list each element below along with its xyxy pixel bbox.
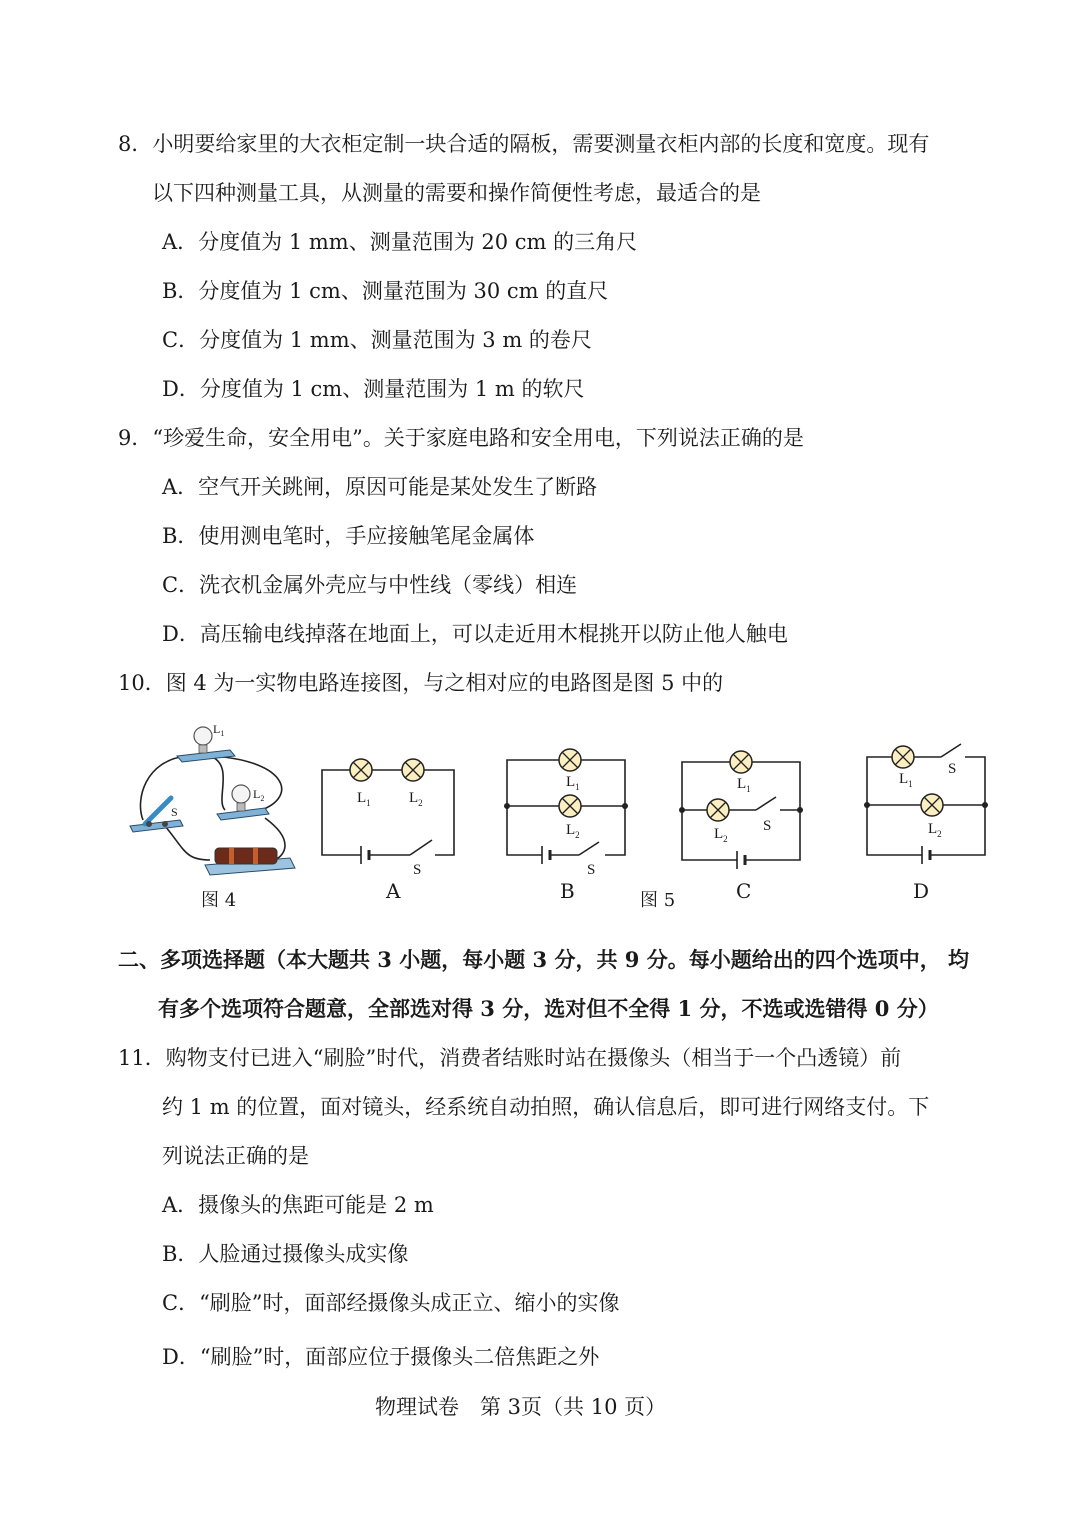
q8-option-a: A．分度值为 1 mm、测量范围为 20 cm 的三角尺 xyxy=(162,230,638,254)
q10-stem: 10．图 4 为一实物电路连接图，与之相对应的电路图是图 5 中的 xyxy=(118,671,724,695)
circuit-a xyxy=(310,750,470,880)
q9-stem: 9．“珍爱生命，安全用电”。关于家庭电路和安全用电，下列说法正确的是 xyxy=(118,426,804,450)
circuit-c xyxy=(670,740,815,880)
svg-text:S: S xyxy=(948,761,957,777)
svg-text:S: S xyxy=(763,818,772,834)
circuit-b-label: B xyxy=(560,879,575,903)
q11-option-d: D．“刷脸”时，面部应位于摄像头二倍焦距之外 xyxy=(162,1345,600,1369)
lamp-2-bulb-icon xyxy=(232,785,250,803)
svg-text:L1: $L_1$ xyxy=(566,774,580,792)
q8-stem-line-2: 以下四种测量工具，从测量的需要和操作简便性考虑，最适合的是 xyxy=(152,181,761,205)
q8-option-b: B．分度值为 1 cm、测量范围为 30 cm 的直尺 xyxy=(162,279,609,303)
section-2-heading-line-2: 有多个选项符合题意，全部选对得 3 分，选对但不全得 1 分，不选或选错得 0 分） xyxy=(158,996,939,1021)
circuit-b xyxy=(495,740,640,880)
svg-text:L2: $L_2$ xyxy=(714,826,728,844)
svg-text:L1: $L_1$ xyxy=(737,776,751,794)
svg-text:S: S xyxy=(171,805,178,819)
lamp-l1-icon xyxy=(559,749,581,771)
switch-s xyxy=(410,840,432,855)
lamp-l1-icon xyxy=(892,746,914,768)
wire xyxy=(165,826,210,860)
figure-4-physical-circuit xyxy=(125,720,300,885)
q11-stem-line-1: 11．购物支付已进入“刷脸”时代，消费者结账时站在摄像头（相当于一个凸透镜）前 xyxy=(118,1046,902,1070)
page-footer: 物理试卷 第 3页（共 10 页） xyxy=(375,1395,667,1419)
circuit-d-label: D xyxy=(913,879,930,903)
q11-stem-line-2: 约 1 m 的位置，面对镜头，经系统自动拍照，确认信息后，即可进行网络支付。下 xyxy=(162,1095,930,1119)
svg-text:L1: $L_1$ xyxy=(213,722,225,738)
lamp-l2-icon xyxy=(707,799,729,821)
q9-option-b: B．使用测电笔时，手应接触笔尾金属体 xyxy=(162,524,535,548)
svg-text:L1: $L_1$ xyxy=(357,790,371,808)
q11-option-c: C．“刷脸”时，面部经摄像头成正立、缩小的实像 xyxy=(162,1291,620,1315)
svg-text:L2: $L_2$ xyxy=(928,821,942,839)
figure-4-caption: 图 4 xyxy=(201,890,237,911)
battery-icon xyxy=(215,848,277,864)
lamp-l1-icon xyxy=(730,751,752,773)
svg-text:L2: $L_2$ xyxy=(409,790,423,808)
switch-s xyxy=(756,797,776,810)
svg-text:L1: $L_1$ xyxy=(899,771,913,789)
circuit-c-label: C xyxy=(736,879,752,903)
q11-option-b: B．人脸通过摄像头成实像 xyxy=(162,1242,409,1266)
switch-base xyxy=(130,820,183,832)
q8-option-c: C．分度值为 1 mm、测量范围为 3 m 的卷尺 xyxy=(162,328,592,352)
lamp-l1-icon xyxy=(350,759,372,781)
q8-option-d: D．分度值为 1 cm、测量范围为 1 m 的软尺 xyxy=(162,377,585,401)
lamp-l2-icon xyxy=(921,794,943,816)
section-2-heading-line-1: 二、多项选择题（本大题共 3 小题，每小题 3 分，共 9 分。每小题给出的四个选项中， 均 xyxy=(118,947,970,972)
q9-option-c: C．洗衣机金属外壳应与中性线（零线）相连 xyxy=(162,573,578,597)
wire xyxy=(140,756,187,820)
q8-stem-line-1: 8．小明要给家里的大衣柜定制一块合适的隔板，需要测量衣柜内部的长度和宽度。现有 xyxy=(118,132,930,156)
switch-s xyxy=(941,744,961,757)
svg-text:L2: $L_2$ xyxy=(566,822,580,840)
figure-5-caption: 图 5 xyxy=(640,890,676,911)
lamp-l2-icon xyxy=(402,759,424,781)
q9-option-a: A．空气开关跳闸，原因可能是某处发生了断路 xyxy=(162,475,598,499)
q11-stem-line-3: 列说法正确的是 xyxy=(162,1144,309,1168)
switch-s xyxy=(579,842,599,855)
lamp-l2-icon xyxy=(559,795,581,817)
svg-text:S: S xyxy=(413,862,422,878)
svg-text:S: S xyxy=(587,862,596,878)
circuit-d xyxy=(855,735,1000,875)
circuit-a-label: A xyxy=(386,879,401,903)
q11-option-a: A．摄像头的焦距可能是 2 m xyxy=(162,1193,434,1217)
svg-text:L2: $L_2$ xyxy=(253,787,265,803)
q9-option-d: D．高压输电线掉落在地面上，可以走近用木棍挑开以防止他人触电 xyxy=(162,622,788,646)
lamp-1-bulb-icon xyxy=(194,727,212,745)
wire xyxy=(210,756,225,810)
switch-lever xyxy=(145,798,171,824)
